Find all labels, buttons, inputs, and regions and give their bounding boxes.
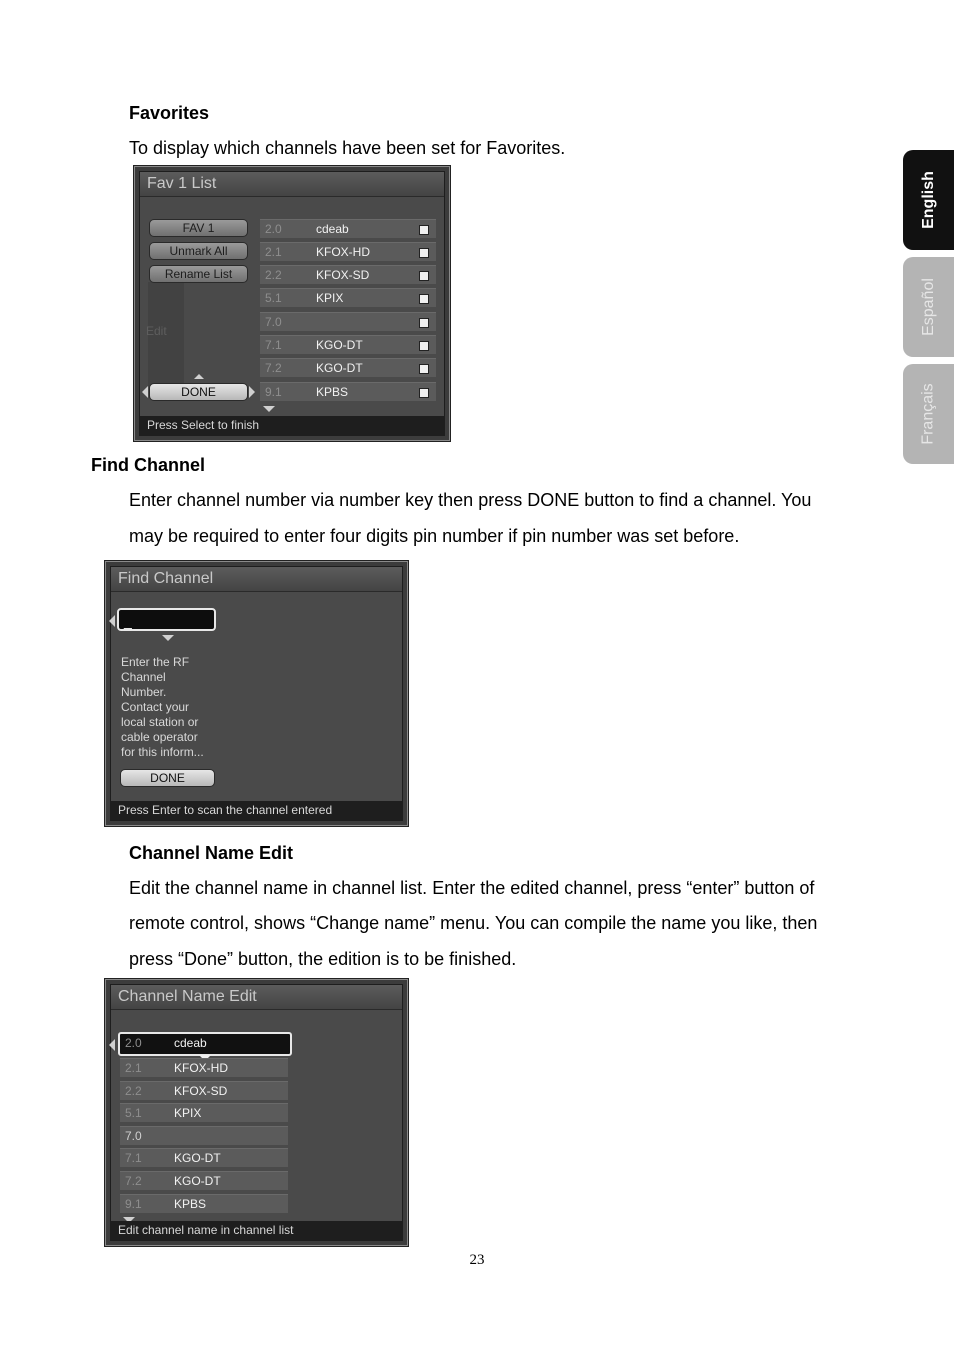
channel-row[interactable]: 7.0 [120,1126,288,1145]
favorites-heading: Favorites [129,103,210,123]
tab-francais[interactable]: Français [903,364,954,464]
fav1-button[interactable]: FAV 1 [149,219,248,237]
down-arrow-icon [162,635,174,641]
fav-status-bar: Press Select to finish [140,416,444,435]
channel-row[interactable]: 7.2 KGO-DT [120,1171,288,1190]
fav-list-title: Fav 1 List [147,175,217,192]
find-channel-description-1: Enter channel number via number key then press DONE button to find a channel. You [129,490,812,510]
channel-row-selected[interactable]: 2.0 cdeab [118,1032,292,1056]
left-arrow-icon [109,615,115,627]
channel-row[interactable]: 7.1 KGO-DT [260,335,436,354]
checkbox-icon[interactable] [419,271,429,281]
unmark-all-button[interactable]: Unmark All [149,242,248,260]
left-arrow-icon [142,386,148,398]
channel-name-edit-screen [105,979,408,1246]
channel-row[interactable]: 2.2 KFOX-SD [120,1081,288,1100]
right-arrow-icon [249,386,255,398]
find-channel-description-2: may be required to enter four digits pin number if pin number was set before. [129,526,740,546]
channel-row[interactable]: 5.1 KPIX [120,1103,288,1122]
checkbox-icon[interactable] [419,388,429,398]
channel-row[interactable]: 7.2 KGO-DT [260,358,436,377]
find-channel-hint: Enter the RF Channel Number. Contact your local station or cable operator for this inform... [121,655,204,759]
checkbox-icon[interactable] [419,248,429,258]
checkbox-icon[interactable] [419,318,429,328]
find-channel-heading: Find Channel [91,455,205,475]
find-channel-screen [105,561,408,826]
find-channel-status-bar: Press Enter to scan the channel entered [111,801,402,820]
channel-row[interactable]: 2.0 cdeab [260,219,436,238]
channel-row[interactable]: 2.1 KFOX-HD [260,242,436,261]
scroll-down-icon[interactable] [263,406,275,412]
channel-number-input[interactable]: _ [117,608,216,631]
edit-label: Edit [146,324,167,338]
channel-row[interactable]: 7.1 KGO-DT [120,1148,288,1167]
channel-row[interactable]: 2.1 KFOX-HD [120,1058,288,1077]
done-button[interactable]: DONE [149,383,248,401]
channel-row[interactable]: 5.1 KPIX [260,288,436,307]
checkbox-icon[interactable] [419,364,429,374]
channel-name-edit-title: Channel Name Edit [118,988,257,1005]
channel-name-edit-heading: Channel Name Edit [129,843,294,863]
channel-row[interactable]: 7.0 [260,312,436,331]
find-channel-title: Find Channel [118,570,214,587]
page-number: 23 [469,1252,485,1268]
rename-list-button[interactable]: Rename List [149,265,248,283]
tab-english[interactable]: English [903,150,954,250]
channel-row[interactable]: 9.1 KPBS [120,1194,288,1213]
checkbox-icon[interactable] [419,341,429,351]
channel-name-edit-status-bar: Edit channel name in channel list [111,1221,402,1240]
left-arrow-icon [109,1039,115,1051]
favorites-description: To display which channels have been set for Favorites. [129,138,566,158]
channel-row[interactable]: 9.1 KPBS [260,382,436,401]
channel-name-edit-description-1: Edit the channel name in channel list. Enter the edited channel, press “enter” button of [129,878,815,898]
checkbox-icon[interactable] [419,225,429,235]
done-button[interactable]: DONE [120,769,215,787]
checkbox-icon[interactable] [419,294,429,304]
tab-espanol[interactable]: Español [903,257,954,357]
up-arrow-icon [194,374,204,379]
fav-list-screen [134,166,450,441]
channel-row[interactable]: 2.2 KFOX-SD [260,265,436,284]
channel-name-edit-description-3: press “Done” button, the edition is to be finished. [129,949,517,969]
channel-name-edit-description-2: remote control, shows “Change name” menu. You can compile the name you like, then [129,913,818,933]
